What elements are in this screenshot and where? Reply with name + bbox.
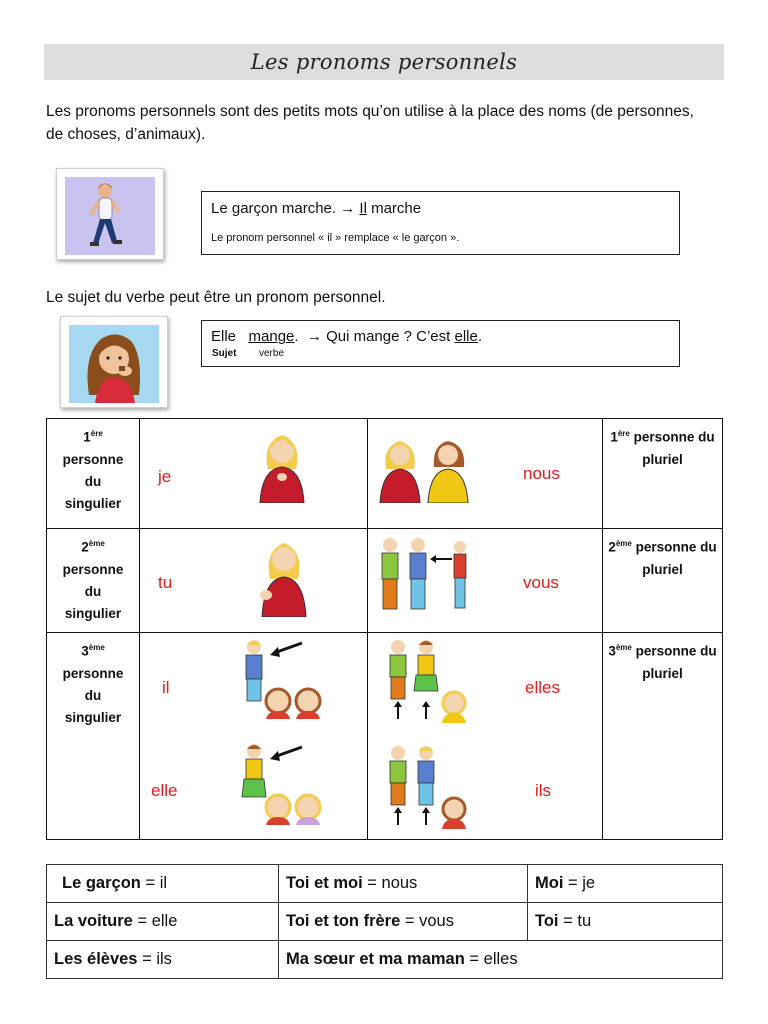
recap-cell <box>279 941 723 979</box>
grid-row-second-person <box>47 529 723 633</box>
singular-cell <box>140 529 368 633</box>
person-number: 3 <box>81 643 89 659</box>
title-bar <box>44 44 724 80</box>
recap-value: il <box>159 874 168 892</box>
girl-self-icon <box>252 425 312 503</box>
equals-sign: = <box>563 912 573 930</box>
recap-key: Le garçon <box>62 874 141 892</box>
person-label: personne du singulier <box>62 665 124 725</box>
person-label: personne du pluriel <box>629 429 715 467</box>
recap-cell <box>279 865 528 903</box>
recap-row <box>47 865 723 903</box>
girl-pointing-icon <box>252 533 316 617</box>
recap-cell <box>47 865 279 903</box>
recap-cell <box>528 865 723 903</box>
person-suffix: ème <box>88 643 105 653</box>
pronoun-il: il <box>162 678 170 698</box>
singular-cell <box>140 419 368 529</box>
label-cell <box>47 633 140 840</box>
equals-sign: = <box>142 950 152 968</box>
equals-sign: = <box>404 912 415 930</box>
recap-cell <box>47 941 279 979</box>
arrow-right-icon: → <box>306 328 322 345</box>
pointing-at-two-people-icon <box>374 535 478 615</box>
person-label: personne du singulier <box>62 561 124 621</box>
person-suffix: ème <box>88 539 105 549</box>
label-cell <box>47 529 140 633</box>
person-label: personne du singulier <box>62 451 124 511</box>
label-cell <box>603 633 723 840</box>
recap-value: elle <box>151 912 178 930</box>
grid-row-first-person <box>47 419 723 529</box>
recap-key: Ma sœur et ma maman <box>286 950 465 968</box>
example-box-elle <box>201 320 680 367</box>
pronoun-vous: vous <box>523 573 559 593</box>
pointing-at-boy-icon <box>236 637 330 719</box>
example1-sentence: Le garçon marche. <box>211 200 337 217</box>
pronoun-elles: elles <box>525 678 560 698</box>
grid-row-third-person <box>47 633 723 840</box>
walking-person-image <box>56 168 164 260</box>
example2-verb: mange <box>248 328 295 345</box>
recap-key: Toi et moi <box>286 874 363 892</box>
equals-sign: = <box>137 912 148 930</box>
recap-row <box>47 941 723 979</box>
recap-value: je <box>582 874 596 892</box>
pronoun-tu: tu <box>158 573 173 593</box>
recap-value: tu <box>577 912 592 930</box>
label-cell <box>603 419 723 529</box>
recap-value: ils <box>156 950 172 968</box>
equals-sign: = <box>469 950 480 968</box>
recap-table <box>46 864 723 979</box>
person-number: 3 <box>608 643 616 659</box>
recap-value: vous <box>419 912 454 930</box>
person-suffix: ème <box>615 539 632 549</box>
example2-dot: . <box>294 328 299 345</box>
plural-cell <box>368 633 603 840</box>
verb-label: verbe <box>259 348 285 359</box>
recap-key: Les élèves <box>54 950 138 968</box>
recap-row <box>47 903 723 941</box>
person-suffix: ème <box>615 643 632 653</box>
intro-paragraph: Les pronoms personnels sont des petits mots qu’on utilise à la place des noms (de personnes, de choses, d’animaux). <box>46 103 694 143</box>
girls-group-icon <box>380 637 470 723</box>
equals-sign: = <box>568 874 578 892</box>
recap-value: elles <box>483 950 518 968</box>
recap-key: Toi et ton frère <box>286 912 401 930</box>
recap-cell <box>528 903 723 941</box>
equals-sign: = <box>367 874 377 892</box>
example2-subject: Elle <box>211 328 237 345</box>
recap-key: Toi <box>535 912 559 930</box>
example2-answer: elle <box>454 328 478 345</box>
person-number: 1 <box>610 429 618 445</box>
person-suffix: ère <box>90 429 103 438</box>
equals-sign: = <box>145 874 156 892</box>
example1-pronoun: Il <box>359 200 367 217</box>
recap-cell <box>47 903 279 941</box>
person-label: personne du pluriel <box>631 643 717 681</box>
label-cell <box>47 419 140 529</box>
pronoun-nous: nous <box>523 464 560 483</box>
label-cell <box>603 529 723 633</box>
singular-cell <box>140 633 368 840</box>
pronoun-grid <box>46 418 723 840</box>
person-number: 2 <box>81 539 89 555</box>
boys-group-icon <box>380 743 470 829</box>
pronoun-je: je <box>158 467 172 486</box>
subject-label: Sujet <box>212 348 237 359</box>
arrow-right-icon: → <box>340 200 356 217</box>
example-box-garcon <box>201 191 680 255</box>
pronoun-ils: ils <box>535 781 552 801</box>
person-number: 1 <box>83 429 91 445</box>
person-suffix: ère <box>617 429 630 438</box>
example2-end: . <box>477 328 483 345</box>
plural-cell <box>368 529 603 633</box>
example1-note: Le pronom personnel « il » remplace « le garçon ». <box>211 232 460 244</box>
recap-value: nous <box>381 874 418 892</box>
recap-cell <box>279 903 528 941</box>
example1-verb: marche <box>366 200 422 217</box>
girl-eating-image <box>60 316 168 408</box>
two-children-icon <box>378 433 476 503</box>
pointing-at-girl-icon <box>236 741 330 825</box>
person-number: 2 <box>608 539 616 555</box>
person-label: personne du pluriel <box>631 539 717 577</box>
subject-sentence: Le sujet du verbe peut être un pronom personnel. <box>46 289 386 306</box>
pronoun-elle: elle <box>151 781 178 801</box>
recap-key: La voiture <box>54 912 133 930</box>
page-title: Les pronoms personnels <box>250 50 518 74</box>
example2-question: Qui mange ? C’est <box>321 328 455 345</box>
plural-cell <box>368 419 603 529</box>
recap-key: Moi <box>535 874 564 892</box>
